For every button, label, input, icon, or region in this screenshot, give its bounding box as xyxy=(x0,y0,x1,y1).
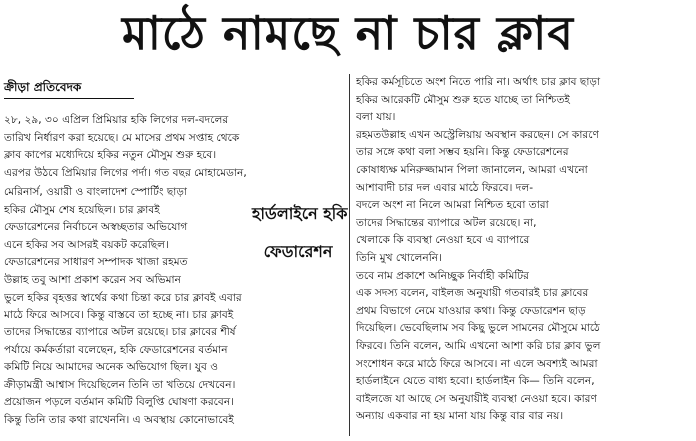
body-line: মাঠে ফিরে আসবে। কিন্তু বাস্তবে তা হচ্ছে না। চার ক্লাবই xyxy=(4,309,234,322)
article-column-left-bottom xyxy=(4,324,342,439)
body-line: বদলে অংশ না নিলে আমরা নিশ্চিত হবো তারা xyxy=(356,199,549,212)
body-line: রহমতউল্লাহ এখন অস্ট্রেলিয়ায় অবস্থান করছেন। সে কারণে xyxy=(356,128,599,141)
body-line: সংশোধন করে মাঠে ফিরে আসবে। না এলে অবশ্যই আমরা xyxy=(356,357,598,370)
body-line: অন্যায় একবার না হয় মানা যায় কিন্তু বার বার নয়। xyxy=(356,410,564,423)
body-line: তারিখ নির্ধারণ করা হয়েছে। মে মাসের প্রথম সপ্তাহ থেকে xyxy=(4,131,240,144)
body-line: ফেডারেশনের নির্বাচনে অস্বচ্ছতার অভিযোগ xyxy=(4,221,188,234)
body-line: ক্লাব কাপের মধ্যেদিয়ে হকির নতুন মৌসুম শুরু হবে। xyxy=(4,149,217,162)
body-line: মেরিনার্স, ওয়ারী ও বাংলাদেশ স্পোর্টিং ছাড়া xyxy=(4,186,187,198)
article-column-right xyxy=(356,74,692,439)
body-line: উল্লাহ তবু আশা প্রকাশ করেন সব অভিমান xyxy=(4,273,181,286)
body-line: এনে হকির সব আসরই বয়কট করেছিল। xyxy=(4,238,169,251)
body-line: এক সদস্য বলেন, বাইলজ অনুযায়ী গতবারই চার ক্লাবের xyxy=(356,287,589,300)
body-line: ২৮, ২৯, ৩০ এপ্রিল প্রিমিয়ার হকি লিগের দল-বদলের xyxy=(4,114,229,126)
body-line: হকির আরেকটি মৌসুম শুরু হতে যাচ্ছে তা নিশ্চিতই xyxy=(356,93,570,106)
body-line: প্রথম বিভাগে নেমে যাওয়ার কথা। কিন্তু ফেডারেশন ছাড় xyxy=(356,304,586,317)
body-line: তিনি মুখ খোলেননি। xyxy=(356,251,442,264)
pull-quote-line: ফেডারেশন xyxy=(263,242,333,261)
body-line: তাদের সিদ্ধান্তের ব্যাপারে অটল রয়েছে। না, xyxy=(356,216,537,229)
body-line: কিন্তু তিনি তার কথা রাখেননি। এ অবস্থায় কোনোভাবেই xyxy=(4,413,234,426)
body-line: হার্ডলাইনে যেতে বাধ্য হবো। হার্ডলাইন কি— তিনি বলেন, xyxy=(356,375,595,388)
byline: ক্রীড়া প্রতিবেদক xyxy=(4,80,82,94)
body-line: প্রয়োজন পড়লে বর্তমান কমিটি বিলুপ্তি ঘোষণা করবেন। xyxy=(4,396,234,409)
body-line: হকির কর্মসূচিতে অংশ নিতে পারি না। অর্থাৎ চার ক্লাব ছাড়া xyxy=(356,76,601,88)
body-line: বাইলজে যা আছে সে অনুযায়ীই ব্যবস্থা নেওয়া হবে। কারণ xyxy=(356,392,597,405)
body-line: বলা যায়। xyxy=(356,111,396,124)
body-line: হকির মৌসুম শেষ হয়েছিল। চার ক্লাবই xyxy=(4,203,160,216)
article-column-left-top xyxy=(4,112,342,184)
body-line: ফিরবে। তিনি বলেন, আমি এখনো আশা করি চার ক্লাব ভুল xyxy=(356,339,601,352)
body-line: আশাবাদী চার দল এবার মাঠে ফিরবে। দল- xyxy=(356,181,534,194)
pull-quote-line: হার্ডলাইনে হকি xyxy=(252,204,348,223)
byline-underline xyxy=(4,98,134,99)
body-line: খেলাকে কি ব্যবস্থা নেওয়া হবে এ ব্যাপারে xyxy=(356,234,530,247)
body-line: কমিটি নিয়ে আমাদের অনেক অভিযোগ ছিল। যুব ও xyxy=(4,361,219,374)
body-line: ফেডারেশনের সাধারণ সম্পাদক খাজা রহমত xyxy=(4,256,188,269)
pull-quote xyxy=(252,195,348,287)
body-line: ক্রীড়ামন্ত্রী আশ্বাস দিয়েছিলেন তিনি তা খতিয়ে দেখবেন। xyxy=(4,378,236,391)
body-line: দিয়েছিল। ভেবেছিলাম সব কিছু ভুলে সামনের মৌসুমে মাঠে xyxy=(356,322,600,335)
body-line: তার সঙ্গে কথা বলা সম্ভব হয়নি। কিন্তু ফেডারেশনের xyxy=(356,146,569,159)
column-divider xyxy=(349,74,350,436)
body-line: ভুলে হকির বৃহত্তর স্বার্থের কথা চিন্তা করে চার ক্লাবই এবার xyxy=(4,291,242,304)
body-line: তবে নাম প্রকাশে অনিচ্ছুক নির্বাহী কমিটির xyxy=(356,269,529,282)
body-line: তাদের সিদ্ধান্তের ব্যাপারে অটল রয়েছে। চার ক্লাবের শীর্ষ xyxy=(4,326,236,338)
body-line: কোষাধ্যক্ষ মনিরুজ্জামান পিলা জানালেন, আমরা এখনো xyxy=(356,163,588,176)
body-line: পর্যায়ে কর্মকর্তারা বলেছেন, হকি ফেডারেশনের বর্তমান xyxy=(4,343,228,356)
body-line: এরপর উঠবে প্রিমিয়ার লিগের পর্দা। গত বছর মোহামেডান, xyxy=(4,166,247,179)
headline: মাঠে নামছে না চার ক্লাব xyxy=(122,6,574,60)
